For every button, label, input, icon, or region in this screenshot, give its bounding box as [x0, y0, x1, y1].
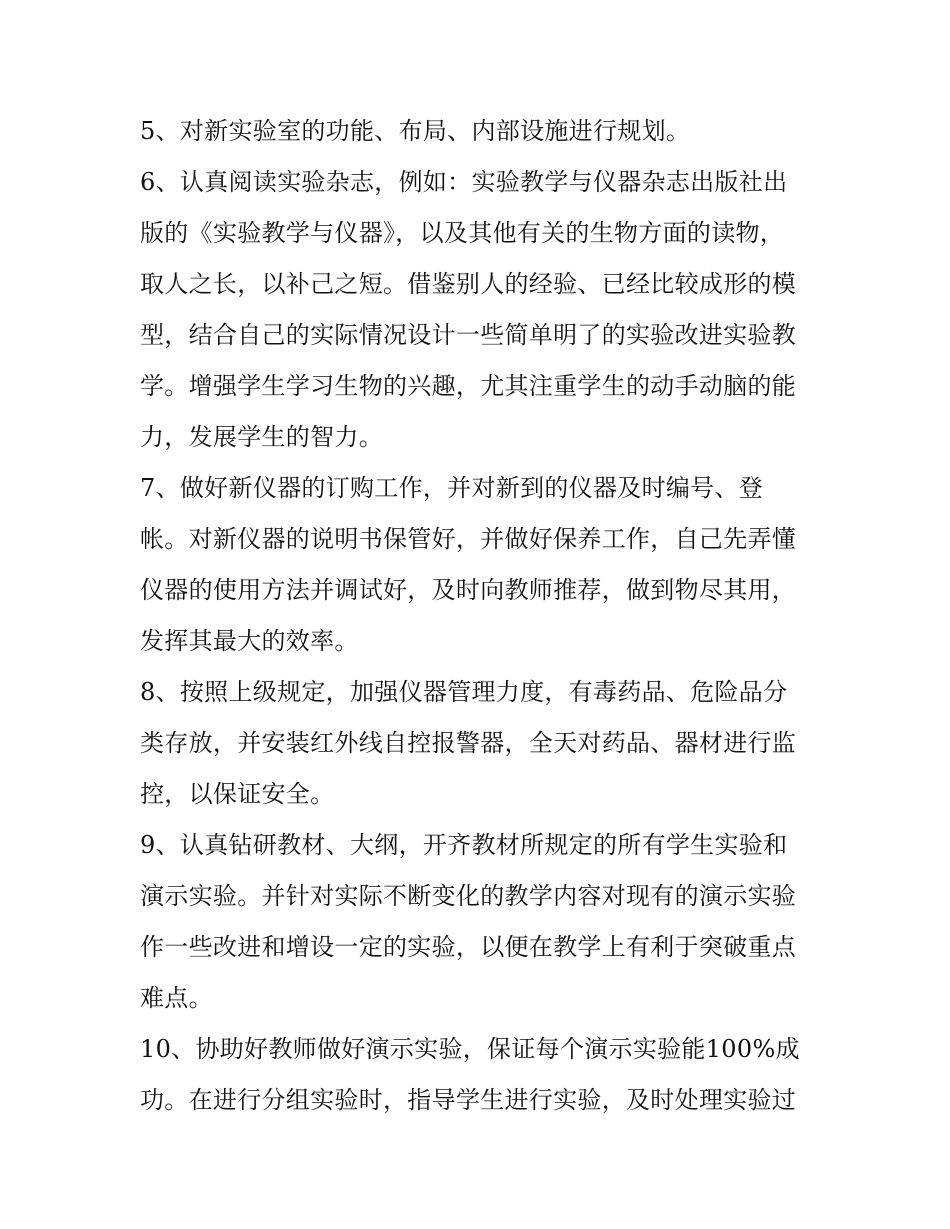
document-body: [140, 106, 820, 1126]
text-line: 控，以保证安全。: [140, 780, 335, 808]
text-line: 功。在进行分组实验时，指导学生进行实验，及时处理实验过: [140, 1086, 797, 1114]
text-line: 帐。对新仪器的说明书保管好，并做好保养工作，自己先弄懂: [140, 525, 797, 553]
text-line: 发挥其最大的效率。: [140, 627, 359, 655]
text-line: 8、按照上级规定，加强仪器管理力度，有毒药品、危险品分: [140, 678, 788, 706]
text-line: 难点。: [140, 984, 213, 1012]
text-line: 演示实验。并针对实际不断变化的教学内容对现有的演示实验: [140, 882, 797, 910]
text-line: 学。增强学生学习生物的兴趣，尤其注重学生的动手动脑的能: [140, 372, 797, 400]
text-line: 9、认真钻研教材、大纲，开齐教材所规定的所有学生实验和: [140, 831, 788, 859]
text-line: 7、做好新仪器的订购工作，并对新到的仪器及时编号、登: [140, 474, 764, 502]
text-line: 版的《实验教学与仪器》，以及其他有关的生物方面的读物，: [140, 219, 785, 247]
text-line: 型，结合自己的实际情况设计一些简单明了的实验改进实验教: [140, 321, 797, 349]
text-line: 取人之长，以补己之短。借鉴别人的经验、已经比较成形的模: [140, 270, 797, 298]
text-line: 类存放，并安装红外线自控报警器，全天对药品、器材进行监: [140, 729, 797, 757]
text-line: 5、对新实验室的功能、布局、内部设施进行规划。: [140, 117, 691, 145]
text-line: 10、协助好教师做好演示实验，保证每个演示实验能100%成: [140, 1035, 800, 1063]
text-line: 仪器的使用方法并调试好，及时向教师推荐，做到物尽其用，: [140, 576, 797, 604]
text-line: 力，发展学生的智力。: [140, 423, 383, 451]
text-line: 6、认真阅读实验杂志，例如：实验教学与仪器杂志出版社出: [140, 168, 788, 196]
text-line: 作一些改进和增设一定的实验，以便在教学上有利于突破重点: [140, 933, 797, 961]
